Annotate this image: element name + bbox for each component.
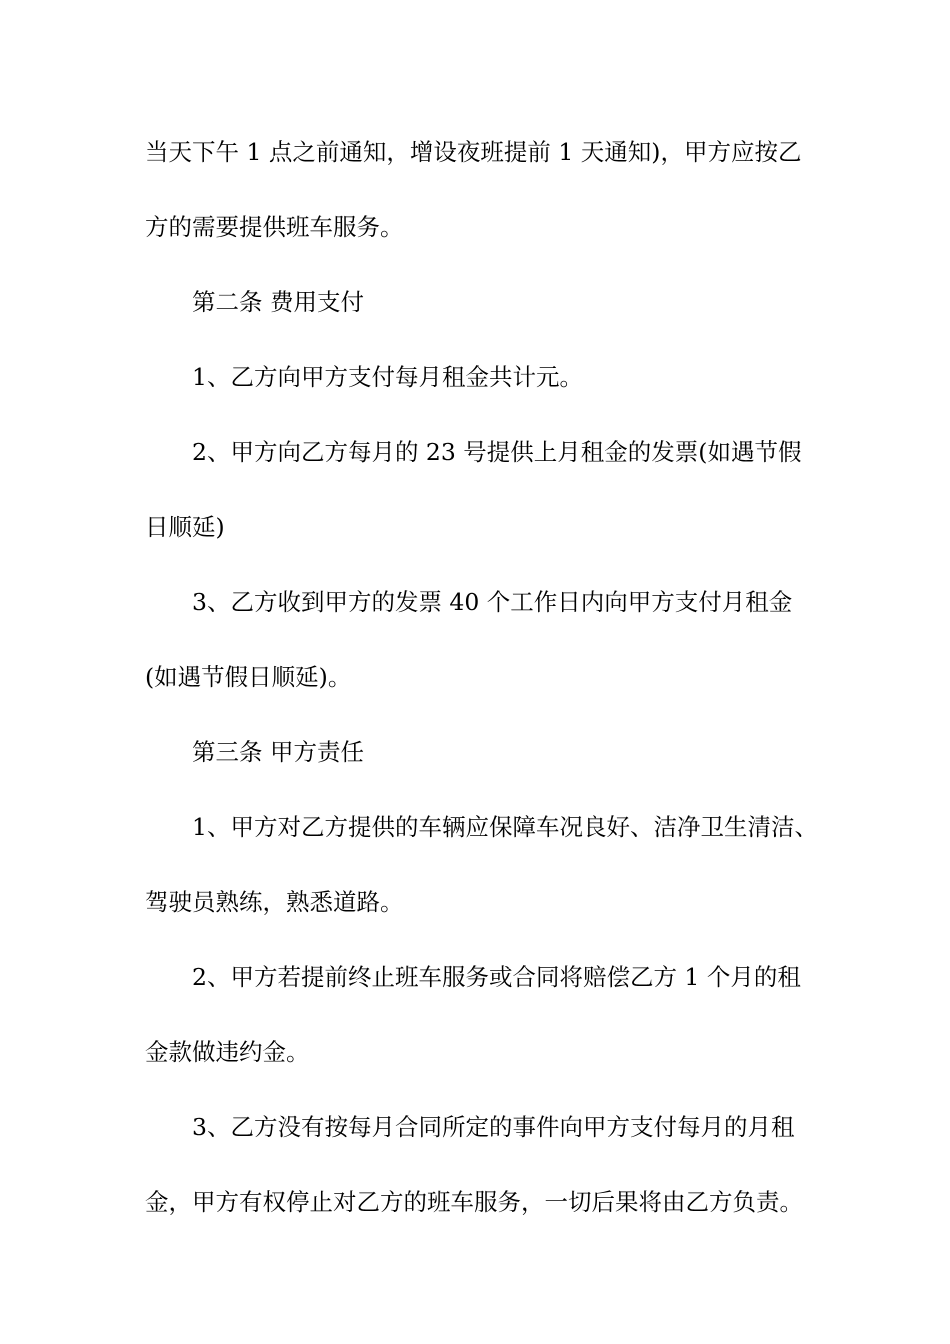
body-text-line: 驾驶员熟练，熟悉道路。 <box>145 888 404 916</box>
clause-item: 3、乙方收到甲方的发票 40 个工作日内向甲方支付月租金 <box>192 588 793 616</box>
body-text-line: 当天下午 1 点之前通知，增设夜班提前 1 天通知)，甲方应按乙 <box>145 138 802 166</box>
clause-item: 1、甲方对乙方提供的车辆应保障车况良好、洁净卫生清洁、 <box>192 813 818 841</box>
clause-item: 3、乙方没有按每月合同所定的事件向甲方支付每月的月租 <box>192 1113 795 1141</box>
clause-item: 2、甲方向乙方每月的 23 号提供上月租金的发票(如遇节假 <box>192 438 802 466</box>
body-text-line: 日顺延) <box>145 513 225 541</box>
clause-item: 2、甲方若提前终止班车服务或合同将赔偿乙方 1 个月的租 <box>192 963 801 991</box>
section-heading: 第二条 费用支付 <box>192 288 364 316</box>
body-text-line: (如遇节假日顺延)。 <box>145 663 352 691</box>
body-text-line: 金，甲方有权停止对乙方的班车服务，一切后果将由乙方负责。 <box>145 1188 803 1216</box>
body-text-line: 方的需要提供班车服务。 <box>145 213 404 241</box>
section-heading: 第三条 甲方责任 <box>192 738 364 766</box>
body-text-line: 金款做违约金。 <box>145 1038 310 1066</box>
clause-item: 1、乙方向甲方支付每月租金共计元。 <box>192 363 583 391</box>
